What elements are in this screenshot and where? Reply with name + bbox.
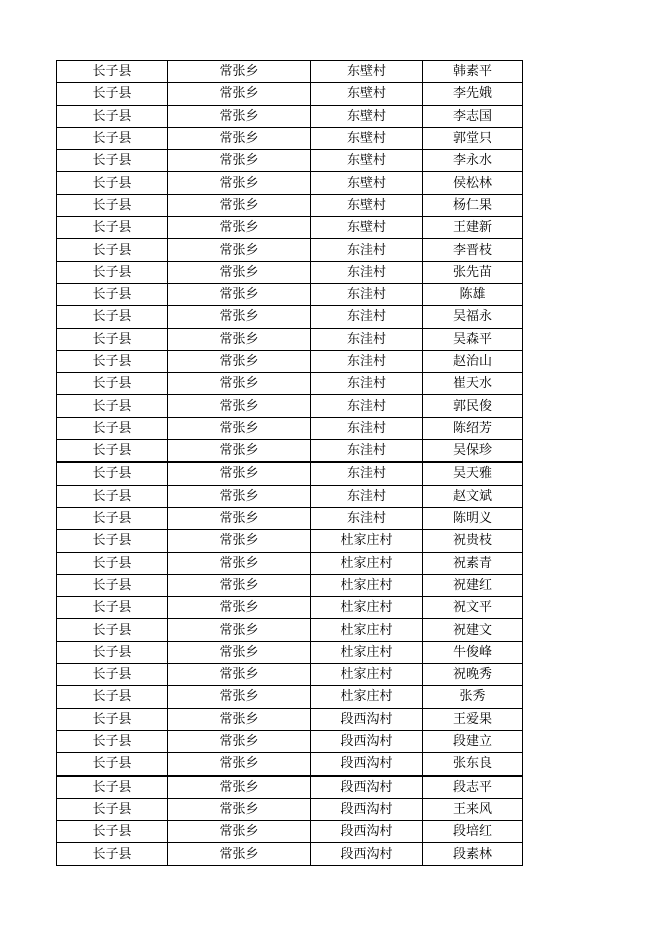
- table-row: [57, 283, 523, 305]
- township-cell: 常张乡: [168, 261, 311, 283]
- county-cell: 长子县: [57, 194, 168, 216]
- table-row: [57, 664, 523, 686]
- county-cell: 长子县: [57, 485, 168, 507]
- name-cell: 祝素青: [423, 552, 523, 574]
- name-cell: 陈明义: [423, 507, 523, 529]
- township-cell: 常张乡: [168, 507, 311, 529]
- township-cell: 常张乡: [168, 350, 311, 372]
- name-cell: 陈绍芳: [423, 417, 523, 439]
- table-row: [57, 462, 523, 485]
- village-cell: 东洼村: [311, 440, 423, 463]
- name-cell: 张先苗: [423, 261, 523, 283]
- county-cell: 长子县: [57, 306, 168, 328]
- name-cell: 郭民俊: [423, 395, 523, 417]
- table-row: [57, 328, 523, 350]
- village-cell: 段西沟村: [311, 708, 423, 730]
- village-cell: 东洼村: [311, 507, 423, 529]
- county-cell: 长子县: [57, 462, 168, 485]
- township-cell: 常张乡: [168, 798, 311, 820]
- township-cell: 常张乡: [168, 127, 311, 149]
- village-cell: 段西沟村: [311, 821, 423, 843]
- township-cell: 常张乡: [168, 417, 311, 439]
- table-row: [57, 306, 523, 328]
- county-cell: 长子县: [57, 61, 168, 83]
- name-cell: 祝建红: [423, 574, 523, 596]
- county-cell: 长子县: [57, 708, 168, 730]
- county-cell: 长子县: [57, 552, 168, 574]
- table-row: [57, 776, 523, 799]
- township-cell: 常张乡: [168, 395, 311, 417]
- township-cell: 常张乡: [168, 83, 311, 105]
- county-cell: 长子县: [57, 686, 168, 708]
- table-row: [57, 150, 523, 172]
- county-cell: 长子县: [57, 105, 168, 127]
- county-cell: 长子县: [57, 664, 168, 686]
- township-cell: 常张乡: [168, 194, 311, 216]
- county-cell: 长子县: [57, 843, 168, 865]
- village-cell: 东洼村: [311, 306, 423, 328]
- county-cell: 长子县: [57, 530, 168, 552]
- table-row: [57, 217, 523, 239]
- township-cell: 常张乡: [168, 306, 311, 328]
- township-cell: 常张乡: [168, 283, 311, 305]
- name-cell: 赵文斌: [423, 485, 523, 507]
- village-cell: 东洼村: [311, 417, 423, 439]
- village-cell: 段西沟村: [311, 843, 423, 865]
- county-cell: 长子县: [57, 127, 168, 149]
- table-row: [57, 730, 523, 752]
- village-cell: 东壁村: [311, 217, 423, 239]
- township-cell: 常张乡: [168, 172, 311, 194]
- village-cell: 东壁村: [311, 127, 423, 149]
- township-cell: 常张乡: [168, 462, 311, 485]
- township-cell: 常张乡: [168, 686, 311, 708]
- village-cell: 东洼村: [311, 328, 423, 350]
- table-row: [57, 507, 523, 529]
- township-cell: 常张乡: [168, 150, 311, 172]
- table-row: [57, 239, 523, 261]
- name-cell: 李晋枝: [423, 239, 523, 261]
- township-cell: 常张乡: [168, 552, 311, 574]
- township-cell: 常张乡: [168, 843, 311, 865]
- county-cell: 长子县: [57, 373, 168, 395]
- township-cell: 常张乡: [168, 440, 311, 463]
- table-row: [57, 105, 523, 127]
- name-cell: 侯松林: [423, 172, 523, 194]
- village-cell: 东洼村: [311, 373, 423, 395]
- name-cell: 段建立: [423, 730, 523, 752]
- township-cell: 常张乡: [168, 61, 311, 83]
- table-row: [57, 597, 523, 619]
- table-row: [57, 619, 523, 641]
- county-cell: 长子县: [57, 440, 168, 463]
- name-cell: 陈雄: [423, 283, 523, 305]
- village-cell: 杜家庄村: [311, 686, 423, 708]
- name-cell: 赵治山: [423, 350, 523, 372]
- township-cell: 常张乡: [168, 239, 311, 261]
- county-cell: 长子县: [57, 150, 168, 172]
- table-row: [57, 552, 523, 574]
- village-cell: 段西沟村: [311, 730, 423, 752]
- name-cell: 杨仁果: [423, 194, 523, 216]
- table-row: [57, 708, 523, 730]
- county-cell: 长子县: [57, 417, 168, 439]
- county-cell: 长子县: [57, 83, 168, 105]
- name-cell: 段素林: [423, 843, 523, 865]
- table-row: [57, 350, 523, 372]
- name-cell: 李先娥: [423, 83, 523, 105]
- county-cell: 长子县: [57, 239, 168, 261]
- village-cell: 杜家庄村: [311, 641, 423, 663]
- table-row: [57, 843, 523, 865]
- name-cell: 吴保珍: [423, 440, 523, 463]
- table-row: [57, 641, 523, 663]
- village-cell: 杜家庄村: [311, 619, 423, 641]
- village-cell: 东洼村: [311, 239, 423, 261]
- county-cell: 长子县: [57, 350, 168, 372]
- roster-table: [56, 60, 523, 866]
- table-row: [57, 574, 523, 596]
- township-cell: 常张乡: [168, 664, 311, 686]
- name-cell: 祝文平: [423, 597, 523, 619]
- table-row: [57, 395, 523, 417]
- name-cell: 韩素平: [423, 61, 523, 83]
- name-cell: 张东良: [423, 753, 523, 776]
- village-cell: 杜家庄村: [311, 552, 423, 574]
- village-cell: 杜家庄村: [311, 530, 423, 552]
- village-cell: 东壁村: [311, 172, 423, 194]
- township-cell: 常张乡: [168, 730, 311, 752]
- township-cell: 常张乡: [168, 373, 311, 395]
- county-cell: 长子县: [57, 730, 168, 752]
- county-cell: 长子县: [57, 574, 168, 596]
- county-cell: 长子县: [57, 753, 168, 776]
- county-cell: 长子县: [57, 641, 168, 663]
- table-row: [57, 417, 523, 439]
- village-cell: 杜家庄村: [311, 664, 423, 686]
- name-cell: 牛俊峰: [423, 641, 523, 663]
- village-cell: 段西沟村: [311, 798, 423, 820]
- county-cell: 长子县: [57, 619, 168, 641]
- table-row: [57, 798, 523, 820]
- name-cell: 王建新: [423, 217, 523, 239]
- village-cell: 东壁村: [311, 105, 423, 127]
- county-cell: 长子县: [57, 217, 168, 239]
- table-row: [57, 530, 523, 552]
- table-row: [57, 83, 523, 105]
- name-cell: 郭堂只: [423, 127, 523, 149]
- county-cell: 长子县: [57, 395, 168, 417]
- table-row: [57, 485, 523, 507]
- village-cell: 东洼村: [311, 283, 423, 305]
- name-cell: 张秀: [423, 686, 523, 708]
- county-cell: 长子县: [57, 798, 168, 820]
- village-cell: 杜家庄村: [311, 597, 423, 619]
- table-row: [57, 261, 523, 283]
- village-cell: 段西沟村: [311, 753, 423, 776]
- county-cell: 长子县: [57, 172, 168, 194]
- table-row: [57, 686, 523, 708]
- village-cell: 东壁村: [311, 150, 423, 172]
- village-cell: 段西沟村: [311, 776, 423, 799]
- village-cell: 东壁村: [311, 83, 423, 105]
- county-cell: 长子县: [57, 507, 168, 529]
- table-row: [57, 373, 523, 395]
- name-cell: 祝晚秀: [423, 664, 523, 686]
- county-cell: 长子县: [57, 283, 168, 305]
- name-cell: 段志平: [423, 776, 523, 799]
- name-cell: 李永水: [423, 150, 523, 172]
- name-cell: 祝贵枝: [423, 530, 523, 552]
- village-cell: 东洼村: [311, 485, 423, 507]
- township-cell: 常张乡: [168, 821, 311, 843]
- name-cell: 吴福永: [423, 306, 523, 328]
- county-cell: 长子县: [57, 328, 168, 350]
- township-cell: 常张乡: [168, 530, 311, 552]
- township-cell: 常张乡: [168, 217, 311, 239]
- table-row: [57, 194, 523, 216]
- township-cell: 常张乡: [168, 753, 311, 776]
- village-cell: 东洼村: [311, 395, 423, 417]
- township-cell: 常张乡: [168, 328, 311, 350]
- name-cell: 吴森平: [423, 328, 523, 350]
- table-row: [57, 127, 523, 149]
- village-cell: 东壁村: [311, 61, 423, 83]
- name-cell: 吴天雅: [423, 462, 523, 485]
- township-cell: 常张乡: [168, 619, 311, 641]
- name-cell: 王爱果: [423, 708, 523, 730]
- township-cell: 常张乡: [168, 641, 311, 663]
- township-cell: 常张乡: [168, 574, 311, 596]
- township-cell: 常张乡: [168, 105, 311, 127]
- village-cell: 东洼村: [311, 261, 423, 283]
- roster-table-body: [57, 61, 523, 866]
- name-cell: 李志国: [423, 105, 523, 127]
- county-cell: 长子县: [57, 776, 168, 799]
- name-cell: 王来风: [423, 798, 523, 820]
- village-cell: 东洼村: [311, 350, 423, 372]
- township-cell: 常张乡: [168, 776, 311, 799]
- township-cell: 常张乡: [168, 597, 311, 619]
- table-row: [57, 753, 523, 776]
- table-row: [57, 172, 523, 194]
- table-row: [57, 440, 523, 463]
- name-cell: 崔天水: [423, 373, 523, 395]
- name-cell: 段培红: [423, 821, 523, 843]
- township-cell: 常张乡: [168, 708, 311, 730]
- village-cell: 东壁村: [311, 194, 423, 216]
- village-cell: 东洼村: [311, 462, 423, 485]
- table-row: [57, 61, 523, 83]
- township-cell: 常张乡: [168, 485, 311, 507]
- county-cell: 长子县: [57, 597, 168, 619]
- village-cell: 杜家庄村: [311, 574, 423, 596]
- name-cell: 祝建文: [423, 619, 523, 641]
- county-cell: 长子县: [57, 261, 168, 283]
- table-row: [57, 821, 523, 843]
- county-cell: 长子县: [57, 821, 168, 843]
